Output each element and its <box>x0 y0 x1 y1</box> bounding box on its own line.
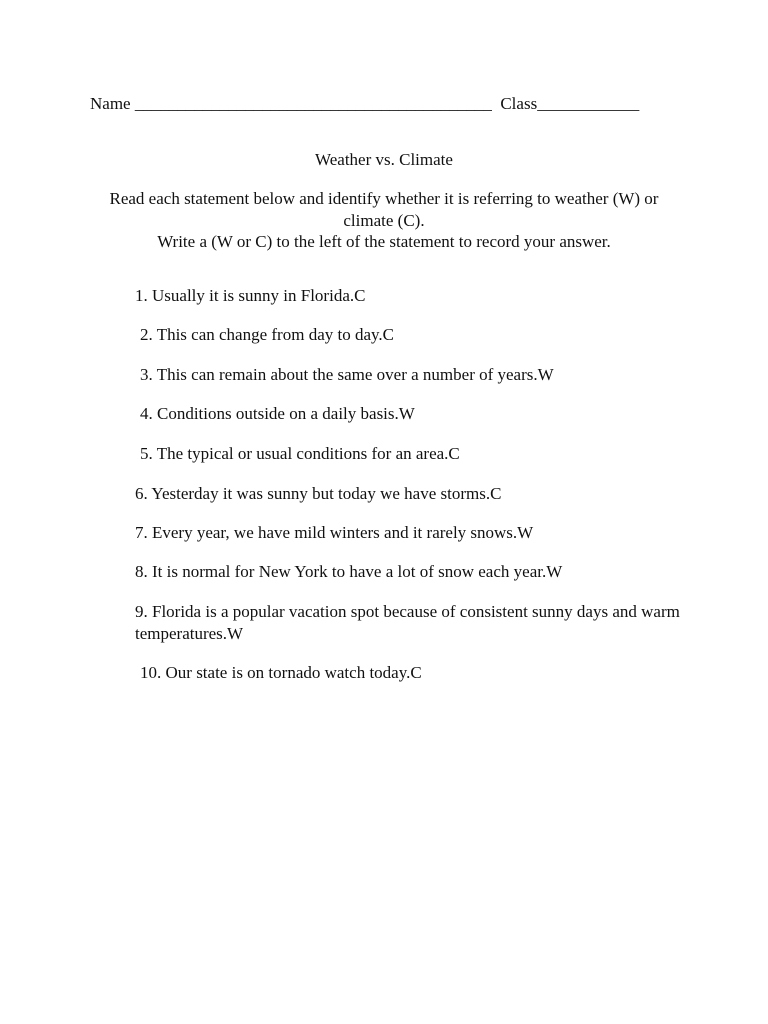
name-label: Name <box>90 94 131 113</box>
instructions-line-1: Read each statement below and identify whether it is referring to weather (W) or climate (C). <box>109 189 659 230</box>
class-blank: ____________ <box>537 94 640 113</box>
question-5: 5. The typical or usual conditions for an area.C <box>140 444 460 463</box>
header-line <box>90 93 639 115</box>
name-blank: __________________________________________ <box>130 94 492 113</box>
question-3: 3. This can remain about the same over a number of years.W <box>140 365 554 384</box>
question-4: 4. Conditions outside on a daily basis.W <box>140 404 415 423</box>
question-1: 1. Usually it is sunny in Florida.C <box>135 286 366 305</box>
question-8: 8. It is normal for New York to have a lot of snow each year.W <box>135 562 563 581</box>
question-9: 9. Florida is a popular vacation spot because of consistent sunny days and warm temperatures.W <box>135 602 680 643</box>
class-label: Class <box>500 94 538 113</box>
question-10: 10. Our state is on tornado watch today.C <box>140 663 422 682</box>
question-2: 2. This can change from day to day.C <box>140 325 394 344</box>
question-7: 7. Every year, we have mild winters and it rarely snows.W <box>135 523 534 542</box>
instructions <box>92 188 676 253</box>
instructions-line-2: Write a (W or C) to the left of the statement to record your answer. <box>157 232 611 251</box>
worksheet-title: Weather vs. Climate <box>315 150 453 169</box>
question-6: 6. Yesterday it was sunny but today we have storms.C <box>135 484 502 503</box>
